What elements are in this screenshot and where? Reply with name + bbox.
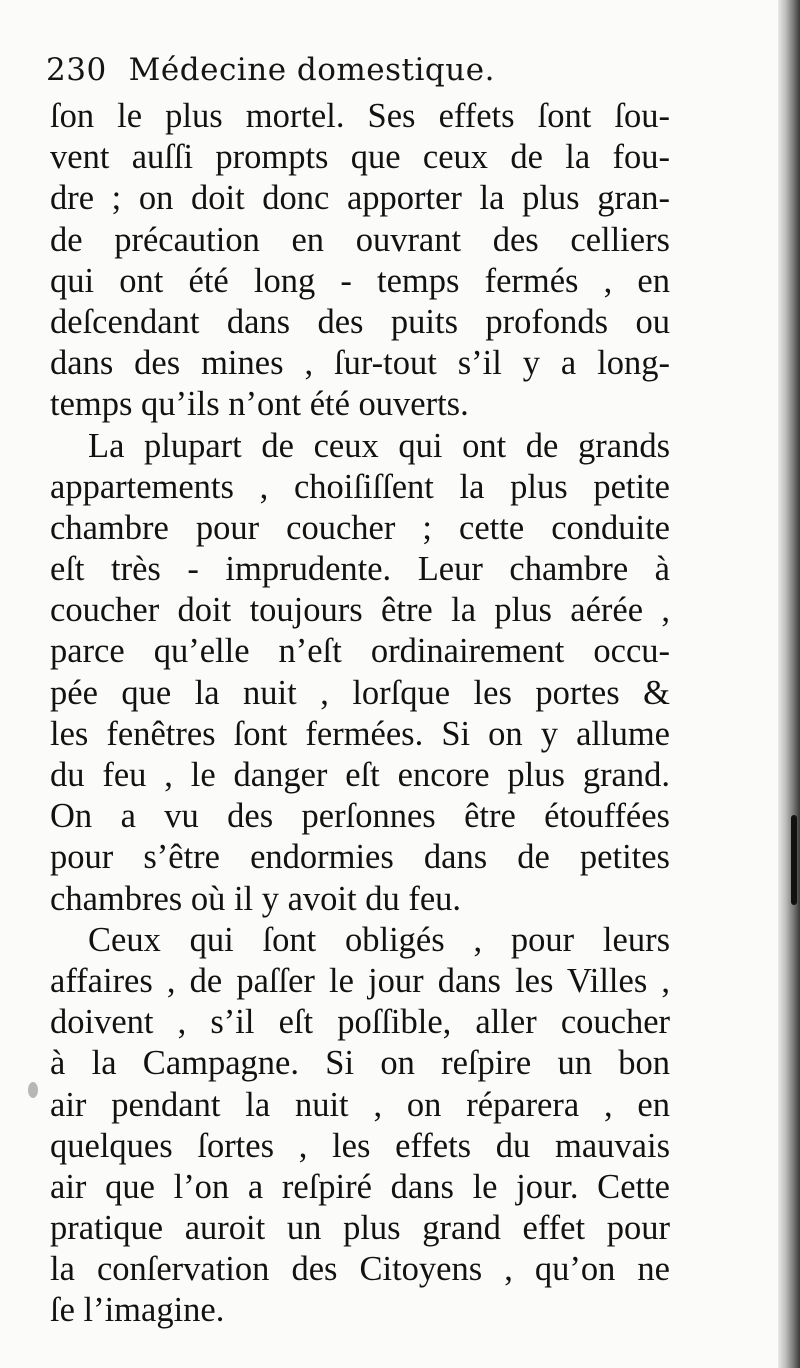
- text-line: dans des mines , ſur-tout s’il y a long-: [50, 344, 670, 383]
- text-line: affaires , de paſſer le jour dans les Villes ,: [50, 961, 670, 1000]
- text-line: quelques ſortes , les effets du mauvais: [50, 1126, 670, 1165]
- text-line: coucher doit toujours être la plus aérée ,: [50, 591, 670, 630]
- text-line: pée que la nuit , lorſque les portes &: [50, 673, 670, 712]
- text-line: qui ont été long - temps fermés , en: [50, 261, 670, 300]
- ink-smudge: [28, 1082, 38, 1098]
- text-line: pratique auroit un plus grand effet pour: [50, 1209, 670, 1248]
- text-line: La plupart de ceux qui ont de grands: [88, 426, 670, 465]
- binding-ink-mark: [791, 815, 797, 905]
- text-line: parce qu’elle n’eſt ordinairement occu-: [50, 632, 670, 671]
- text-line: temps qu’ils n’ont été ouverts.: [50, 385, 469, 424]
- text-line: pour s’être endormies dans de petites: [50, 838, 670, 877]
- text-line: eſt très - imprudente. Leur chambre à: [50, 550, 670, 589]
- text-line: chambres où il y avoit du feu.: [50, 879, 462, 918]
- text-line: à la Campagne. Si on reſpire un bon: [50, 1044, 670, 1083]
- paragraph: [50, 96, 670, 426]
- text-line: chambre pour coucher ; cette conduite: [50, 508, 670, 547]
- text-line: vent auſſi prompts que ceux de la fou-: [50, 138, 670, 177]
- text-line: ſe l’imagine.: [50, 1291, 225, 1330]
- text-line: appartements , choiſiſſent la plus petite: [50, 467, 670, 506]
- text-line: Ceux qui ſont obligés , pour leurs: [88, 920, 670, 959]
- page-binding-edge: [778, 0, 800, 1368]
- page-number: 230: [46, 52, 107, 88]
- body-text: [50, 96, 670, 1332]
- text-line: dre ; on doit donc apporter la plus gran-: [50, 179, 670, 218]
- text-line: ſon le plus mortel. Ses effets ſont ſou-: [50, 97, 670, 135]
- text-line: du feu , le danger eſt encore plus grand.: [50, 756, 670, 794]
- running-header: [46, 52, 495, 88]
- text-line: la conſervation des Citoyens , qu’on ne: [50, 1250, 670, 1289]
- paragraph: [50, 920, 670, 1332]
- text-line: de précaution en ouvrant des celliers: [50, 220, 670, 259]
- text-line: air pendant la nuit , on réparera , en: [50, 1085, 670, 1124]
- running-title: Médecine domestique.: [128, 52, 495, 88]
- text-line: les fenêtres ſont fermées. Si on y allume: [50, 714, 670, 753]
- paragraph: [50, 426, 670, 920]
- text-line: deſcendant dans des puits profonds ou: [50, 302, 670, 341]
- text-line: On a vu des perſonnes être étouffées: [50, 797, 670, 836]
- text-line: air que l’on a reſpiré dans le jour. Cette: [50, 1167, 670, 1206]
- text-line: doivent , s’il eſt poſſible, aller coucher: [50, 1003, 670, 1042]
